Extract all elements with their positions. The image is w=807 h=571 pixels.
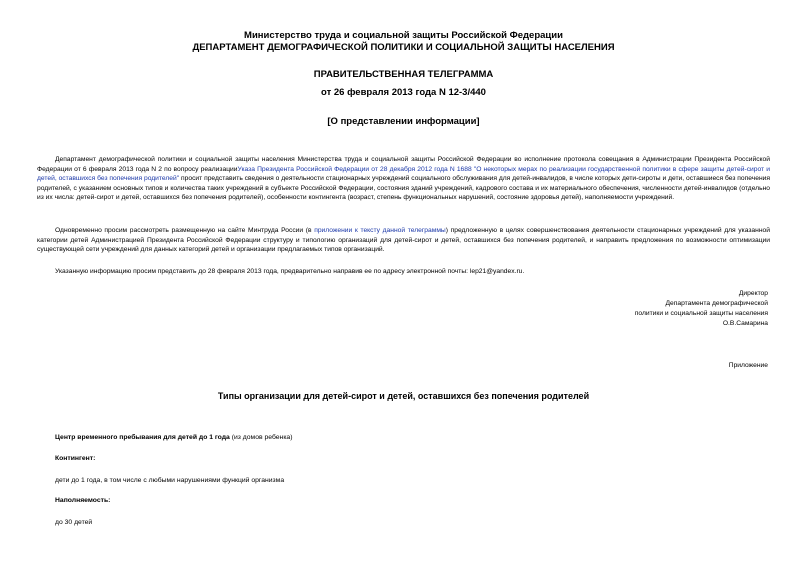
signature-line-2: Департамента демографической xyxy=(665,300,768,307)
document-type: ПРАВИТЕЛЬСТВЕННАЯ ТЕЛЕГРАММА xyxy=(313,69,494,80)
signature-line-3: политики и социальной защиты населения xyxy=(634,310,768,317)
capacity-label xyxy=(55,497,110,504)
appendix-label: Приложение xyxy=(728,362,768,369)
paragraph-3 xyxy=(37,267,770,277)
paragraph-3-text: Указанную информацию просим представить до 28 февраля 2013 года, предварительно направив ее по адресу электронной почты: lep21@yandex.ru. xyxy=(55,268,525,275)
capacity-value: до 30 детей xyxy=(55,519,93,526)
appendix-title: Типы организации для детей-сирот и детей, оставшихся без попечения родителей xyxy=(217,391,590,401)
signature-line-1: Директор xyxy=(738,290,768,297)
contingent-label xyxy=(55,455,95,462)
paragraph-2-text-a: Одновременно просим рассмотреть размещенную на сайте Минтруда России (в xyxy=(55,227,312,234)
paragraph-2 xyxy=(37,226,770,255)
ministry-name: Министерство труда и социальной защиты Российской Федерации xyxy=(244,30,563,41)
center-heading-note: (из домов ребенка) xyxy=(229,434,293,441)
document-subject: [О представлении информации] xyxy=(327,116,480,127)
department-name: ДЕПАРТАМЕНТ ДЕМОГРАФИЧЕСКОЙ ПОЛИТИКИ И СОЦИАЛЬНОЙ ЗАЩИТЫ НАСЕЛЕНИЯ xyxy=(192,42,615,53)
center-heading xyxy=(55,434,292,441)
paragraph-1-text-b: просит представить сведения о деятельности стационарных учреждений социального обслуживания для детей-инвалидов, в числе которых дети-сироты и дети, оставшиеся без попечения родителей, с указанием основных типов и количества таких учреждений в субъекте Российской Федерации, состояния зданий учреждений, кадрового состава и их материального обеспечения, численности детей-инвалидов (отдельно из их числа: детей-сирот и детей, оставшихся без попечения родителей), особенности контингента (возраст, степень функциональных нарушений, состояние здоровья детей), наполняемости учреждений. xyxy=(37,175,771,202)
capacity-label-text: Наполняемость: xyxy=(55,497,111,504)
paragraph-2-text-b: ) предложенную в целях совершенствования деятельности стационарных учреждений для указанной категории детей Администрацией Президента Российской Федерации структуру и типологию организаций для детей-сирот и детей, оставшихся без попечения родителей, и направить предложения по возможности оптимизации существующей сети учреждений для данных категорий детей и организации предлагаемых типов организаций. xyxy=(37,227,770,254)
contingent-value: дети до 1 года, в том числе с любыми нарушениями функций организма xyxy=(55,477,285,484)
appendix-link[interactable]: приложении к тексту данной телеграммы xyxy=(314,227,446,234)
document-header xyxy=(0,30,807,54)
center-heading-bold: Центр временного пребывания для детей до 1 года xyxy=(55,434,230,441)
decree-link[interactable]: Указа Президента Российской Федерации от 28 декабря 2012 года N 1688 "О некоторых мерах по реализации государственной политики в сфере защиты детей-сирот и детей, оставшихся без попечения родителей" xyxy=(37,165,770,183)
signature-name: О.В.Самарина xyxy=(722,320,768,327)
signature-block xyxy=(508,289,768,329)
paragraph-1 xyxy=(37,155,770,203)
document-date-number: от 26 февраля 2013 года N 12-3/440 xyxy=(321,87,486,98)
paragraph-1-text-a: Департамент демографической политики и социальной защиты населения Министерства труда и социальной защиты Российской Федерации во исполнение протокола совещания в Администрации Президента Российской Федерации от 6 февраля 2013 года N 2 по вопросу реализации xyxy=(37,156,770,173)
contingent-label-text: Контингент: xyxy=(55,455,96,462)
